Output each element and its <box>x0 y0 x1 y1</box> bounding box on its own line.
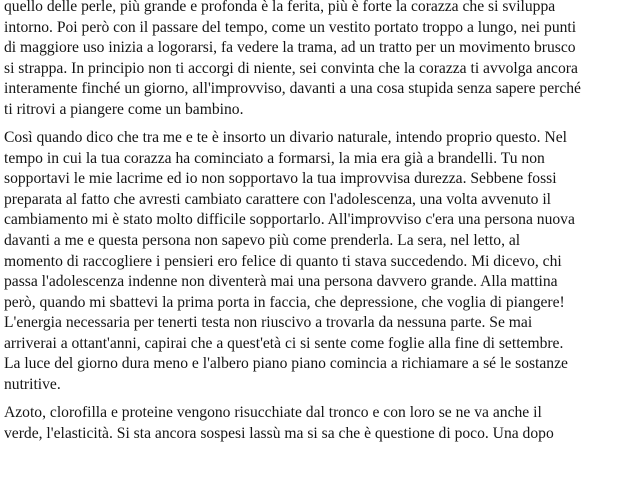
paragraph-3 <box>4 403 636 444</box>
text-line: sopportavi le mie lacrime ed io non sopportavo la tua improvvisa durezza. Sebbene fossi <box>4 170 557 188</box>
paragraph-gap <box>4 121 636 128</box>
text-line: momento di raccogliere i pensieri ero felice di quanto ti stava succedendo. Mi dicevo, chi <box>4 252 562 270</box>
paragraph-2 <box>4 128 636 396</box>
text-line: quello delle perle, più grande e profonda è la ferita, più è forte la corazza che si sviluppa <box>4 0 556 15</box>
paragraph-1 <box>4 0 636 121</box>
text-line: intorno. Poi però con il passare del tempo, come un vestito portato troppo a lungo, nei punti <box>4 18 577 36</box>
text-line: cambiamento mi è stato molto difficile sopportarlo. All'improvviso c'era una persona nuova <box>4 211 575 229</box>
paragraph-gap <box>4 396 636 403</box>
document-page <box>4 0 636 444</box>
text-line: interamente finché un giorno, all'improvviso, davanti a una cosa stupida senza sapere perché <box>4 80 581 98</box>
text-line: nutritive. <box>4 376 61 394</box>
text-line: però, quando mi sbattevi la prima porta in faccia, che depressione, che voglia di piangere! <box>4 293 565 311</box>
text-line: verde, l'elasticità. Si sta ancora sospesi lassù ma si sa che è questione di poco. Una dopo <box>4 424 554 442</box>
text-line: passa l'adolescenza indenne non diventerà mai una persona davvero grande. Alla mattina <box>4 273 558 291</box>
text-line: La luce del giorno dura meno e l'albero piano piano comincia a richiamare a sé le sostanze <box>4 355 568 373</box>
text-line: si strappa. In principio non ti accorgi di niente, sei convinta che la corazza ti avvolga ancora <box>4 59 578 77</box>
text-line: ti ritrovi a piangere come un bambino. <box>4 100 244 118</box>
text-line: Azoto, clorofilla e proteine vengono risucchiate dal tronco e con loro se ne va anche il <box>4 404 542 422</box>
text-line: preparata al fatto che avresti cambiato carattere con l'adolescenza, una volta avvenuto il <box>4 190 552 208</box>
text-line: arriverai a ottant'anni, capirai che a quest'età ci si sente come foglie alla fine di settembre. <box>4 334 564 352</box>
text-line: tempo in cui la tua corazza ha cominciato a formarsi, la mia era già a brandelli. Tu non <box>4 149 545 167</box>
text-line: L'energia necessaria per tenerti testa non riuscivo a trovarla da nessuna parte. Se mai <box>4 314 533 332</box>
text-line: Così quando dico che tra me e te è insorto un divario naturale, intendo proprio questo. Nel <box>4 128 567 146</box>
text-line: di maggiore uso inizia a logorarsi, fa vedere la trama, ad un tratto per un movimento brusco <box>4 39 576 57</box>
text-line: davanti a me e questa persona non sapevo più come prenderla. La sera, nel letto, al <box>4 231 521 249</box>
